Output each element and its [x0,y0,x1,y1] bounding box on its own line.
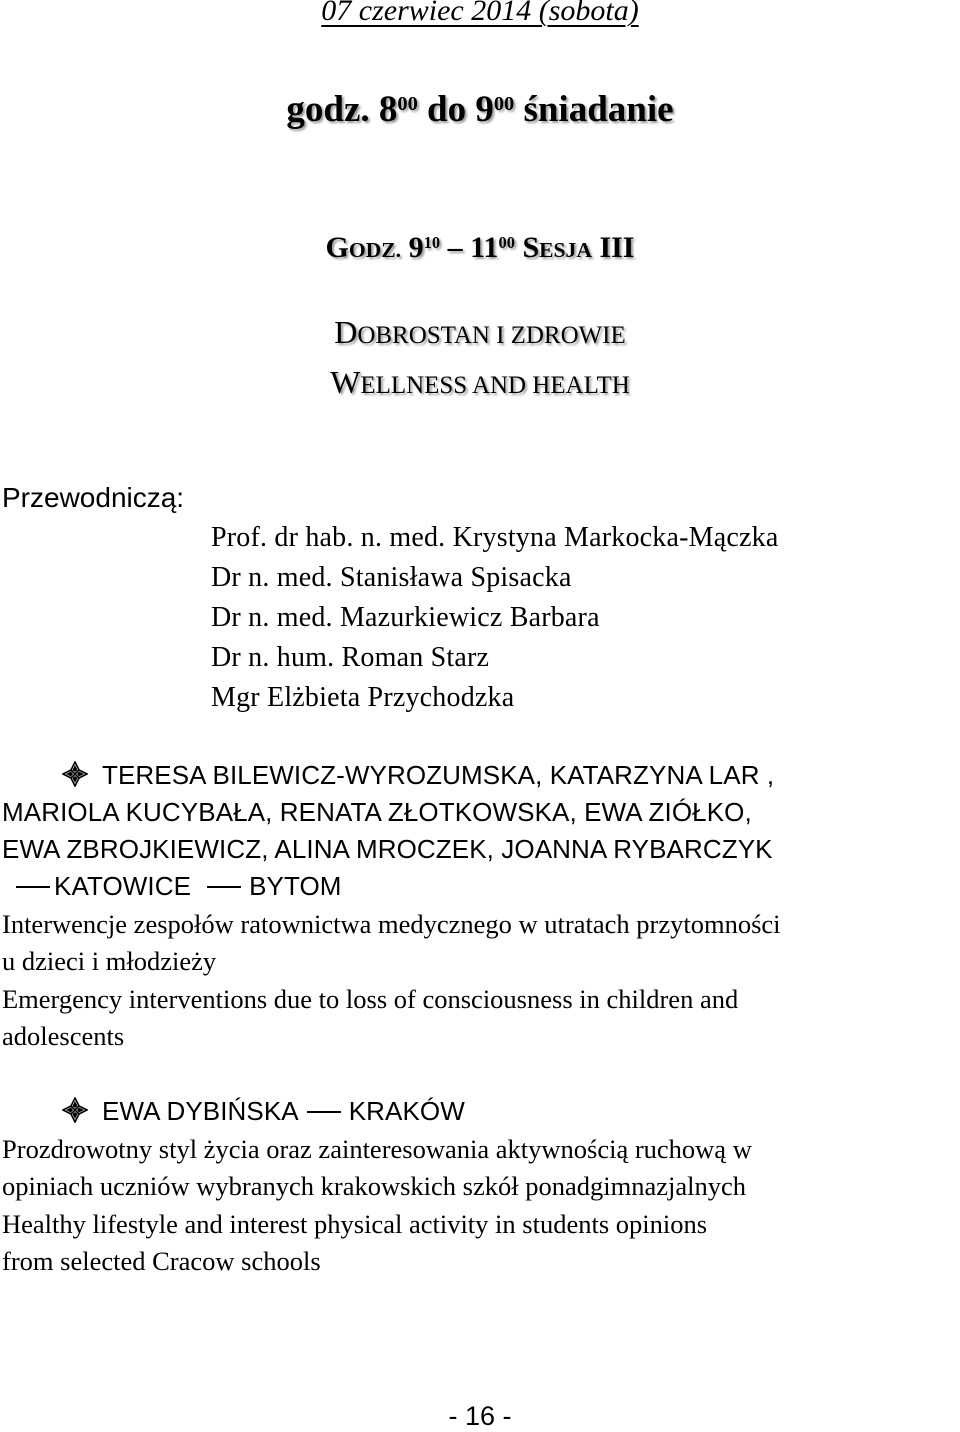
talk-title-pl: Interwencje zespołów ratownictwa medycznego w utratach przytomności [2,909,781,939]
page-number: - 16 - [448,1401,512,1431]
talk-title-en: from selected Cracow schools [2,1246,321,1276]
talk-title-pl: u dzieci i młodzieży [2,946,217,976]
talk-title-pl: opiniach uczniów wybranych krakowskich szkół ponadgimnazjalnych [2,1171,746,1201]
chair-name: Dr n. med. Mazurkiewicz Barbara [211,602,600,633]
breakfast-line: godz. $8^{00}$ do $9^{00}$ śniadanie [286,89,674,130]
chair-name: Dr n. hum. Roman Starz [211,642,490,673]
session-heading: GODZ. $9^{10} - 11^{00}$ SESJA III [325,231,635,264]
dash-separator [207,886,241,888]
talk-authors: MARIOLA KUCYBAŁA, RENATA ZŁOTKOWSKA, EWA ZIÓŁKO, [2,797,752,827]
topic-title-pl: DOBROSTAN I ZDROWIE [334,314,626,350]
day-heading: 07 czerwiec 2014 (sobota) [321,0,639,27]
dash-separator [307,1111,341,1113]
chairs-label: Przewodniczą: [2,482,185,513]
chair-name: Prof. dr hab. n. med. Krystyna Markocka-Mączka [211,522,779,553]
talk-authors: EWA ZBROJKIEWICZ, ALINA MROCZEK, JOANNA RYBARCZYK [2,834,773,864]
talk-title-en: Emergency interventions due to loss of consciousness in children and [2,984,739,1014]
topic-title-en: WELLNESS AND HEALTH [330,364,630,400]
talk-authors: TERESA BILEWICZ-WYROZUMSKA, KATARZYNA LAR , [62,760,774,791]
dash-separator [16,886,50,888]
talk-authors: EWA DYBIŃSKA KRAKÓW [62,1096,465,1127]
chair-name: Dr n. med. Stanisława Spisacka [211,562,572,593]
talk-title-en: Healthy lifestyle and interest physical activity in students opinions [2,1209,708,1239]
chair-name: Mgr Elżbieta Przychodzka [211,682,515,713]
diamond-bullet-icon [62,1097,88,1123]
talk-location: KATOWICE BYTOM [2,871,342,902]
talk-title-en: adolescents [2,1021,125,1051]
diamond-bullet-icon [62,761,88,787]
talk-title-pl: Prozdrowotny styl życia oraz zainteresowania aktywnością ruchową w [2,1134,752,1164]
